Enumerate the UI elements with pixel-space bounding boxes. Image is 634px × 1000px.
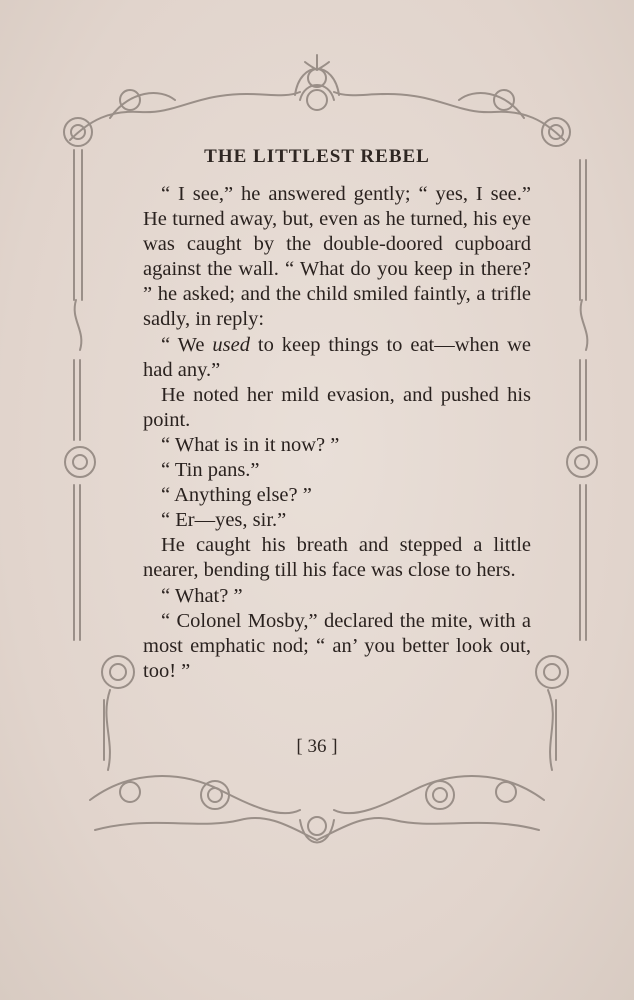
paragraph: “ Er—yes, sir.” bbox=[161, 509, 287, 532]
paragraph: “ What? ” bbox=[161, 584, 243, 607]
paragraph: “ Anything else? ” bbox=[161, 484, 312, 507]
paragraph: “ I see,” he answered gently; “ yes, I see.” He turned away, but, even as he turned, his eye was caught by the double-doored cupboard against the wall. “ What do you keep in there? ” he asked; and the child smiled faintly, a trifle sadly, in reply: bbox=[143, 183, 531, 331]
paragraph: “ Tin pans.” bbox=[161, 459, 260, 482]
emphasis: used bbox=[212, 333, 250, 356]
paragraph: “ Colonel Mosby,” declared the mite, with a most emphatic nod; “ an’ you better look out, too! ” bbox=[143, 609, 531, 682]
paragraph: “ What is in it now? ” bbox=[161, 433, 340, 456]
running-head: THE LITTLEST REBEL bbox=[204, 146, 430, 167]
body-text bbox=[143, 182, 531, 684]
paragraph: He noted her mild evasion, and pushed his point. bbox=[143, 383, 531, 431]
paragraph: He caught his breath and stepped a little nearer, bending till his face was close to hers. bbox=[143, 534, 531, 582]
paragraph: “ We used to keep things to eat—when we had any.” bbox=[143, 333, 531, 381]
page-number: [ 36 ] bbox=[296, 736, 338, 757]
